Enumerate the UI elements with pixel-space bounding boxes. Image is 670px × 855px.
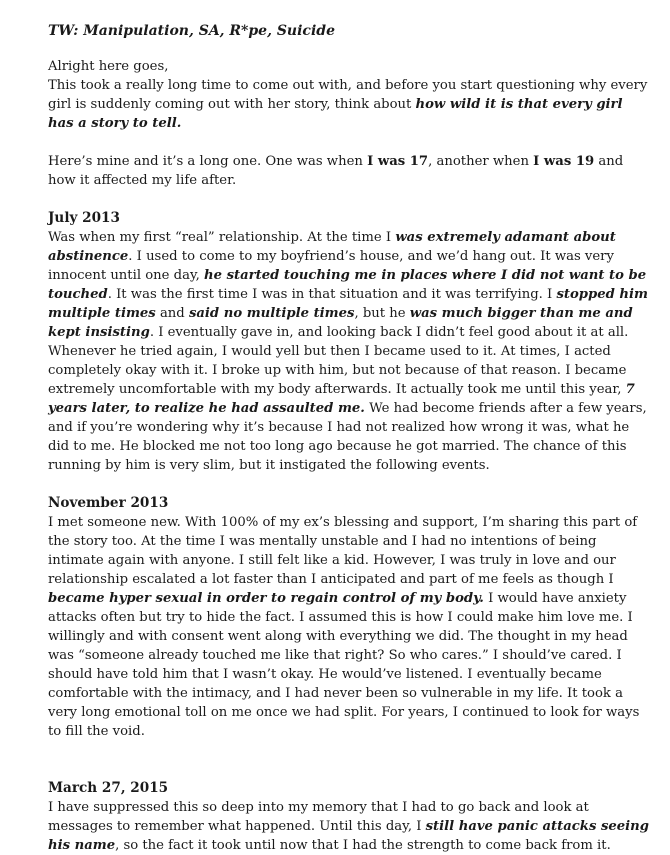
text-run: , but he <box>354 306 410 321</box>
emphasis-run: was much bigger than me and kept insisting <box>48 306 633 340</box>
trigger-warning: TW: Manipulation, SA, R*pe, Suicide <box>48 23 335 39</box>
text-run: , so the fact it took until now that I had the strength to come back from it. <box>115 838 611 853</box>
intro-text: This took a really long time to come out with, and before you start questioning why every girl is suddenly coming out with her story, think about <box>48 78 648 112</box>
intro2-text: , another when <box>428 154 534 169</box>
text-run: I have suppressed this so deep into my memory that I had to go back and look at messages to remember what happened. Until this day, I <box>48 800 589 834</box>
emphasis-run: became hyper sexual in order to regain control of my body. <box>48 591 484 606</box>
text-run: . I used to come to my boyfriend’s house, and we’d hang out. It was very innocent until one day, <box>48 249 614 283</box>
intro-paragraph <box>48 57 650 133</box>
section-body-november-2013 <box>48 513 650 741</box>
text-run: . It was the first time I was in that situation and it was terrifying. I <box>107 287 557 302</box>
text-run: Was when my first “real” relationship. At the time I <box>48 230 396 245</box>
emphasis-run: was extremely adamant about abstinence <box>48 230 616 264</box>
text-run: . I eventually gave in, and looking back I didn’t feel good about it at all. Whenever he tried again, I would yell but then I became used to it. At times, I acted completely okay with it. I broke up with him, but not because of that reason. I became extremely uncomfortable with my body afterwards. It actually took me until this year, <box>48 325 629 397</box>
text-run: I met someone new. With 100% of my ex’s blessing and support, I’m sharing this part of the story too. At the time I was mentally unstable and I had no intentions of being intimate again with anyone. I still felt like a kid. However, I was truly in love and our relationship escalated a lot faster than I anticipated and part of me feels as though I <box>48 515 638 587</box>
text-run: I would have anxiety attacks often but try to hide the fact. I assumed this is how I could make him love me. I willingly and with consent went along with everything we did. The thought in my head was “someone already touched me like that right? So who cares.” I should’ve cared. I should have told him that I wasn’t okay. He would’ve listened. I eventually became comfortable with the intimacy, and I had never been so vulnerable in my life. It took a very long emotional toll on me once we had split. For years, I continued to look for ways to fill the void. <box>48 591 640 739</box>
age-19: I was 19 <box>533 154 595 169</box>
intro-emphasis: how wild it is that every girl has a story to tell. <box>48 97 623 131</box>
intro2-text: and how it affected my life after. <box>48 154 624 188</box>
intro2-text: Here’s mine and it’s a long one. One was when <box>48 154 368 169</box>
emphasis-run: said no multiple times <box>188 306 355 321</box>
section-body-july-2013 <box>48 228 650 475</box>
section-heading-november-2013: November 2013 <box>48 495 169 511</box>
emphasis-run: still have panic attacks seeing his name <box>48 819 649 853</box>
emphasis-run: he started touching me in places where I did not want to be touched <box>48 268 647 302</box>
emphasis-run: stopped him multiple times <box>48 287 648 321</box>
section-body-march-27-2015 <box>48 798 650 855</box>
intro-greeting: Alright here goes, <box>48 59 169 74</box>
text-run: and <box>155 306 189 321</box>
section-heading-july-2013: July 2013 <box>48 210 120 226</box>
intro-paragraph-2 <box>48 152 650 190</box>
emphasis-run: 7 years later, to realize he had assaulted me. <box>48 382 635 416</box>
text-run: We had become friends after a few years, and if you’re wondering why it’s because I had not realized how wrong it was, what he did to me. He blocked me not too long ago because he got married. The chance of this running by him is very slim, but it instigated the following events. <box>48 401 647 473</box>
section-heading-march-27-2015: March 27, 2015 <box>48 780 169 796</box>
age-17: I was 17 <box>367 154 429 169</box>
